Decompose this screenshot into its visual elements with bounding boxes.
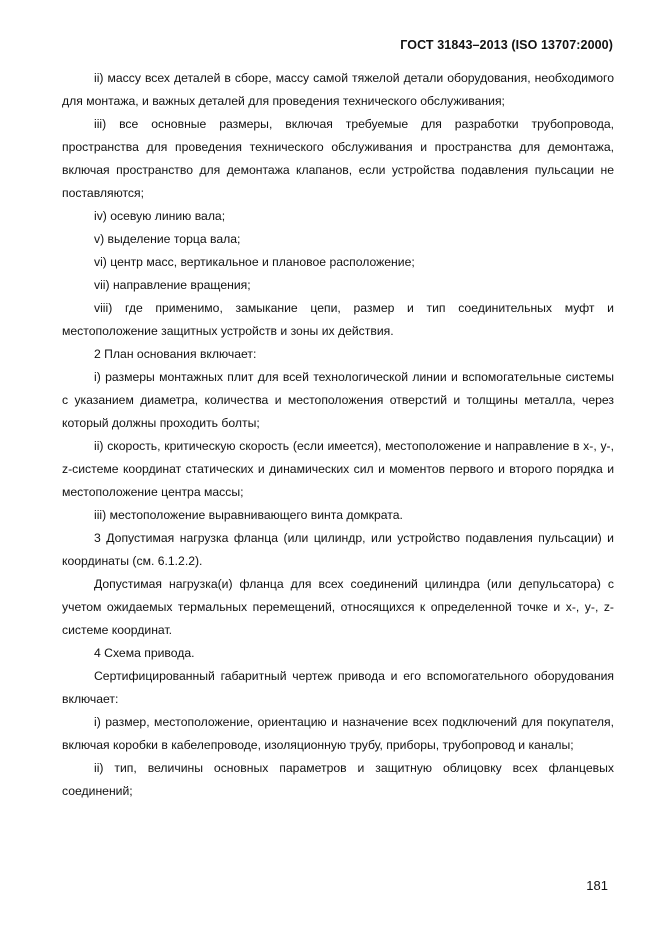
paragraph: 2 План основания включает: [94, 347, 257, 361]
page-number: 181 [586, 878, 608, 893]
paragraph: 3 Допустимая нагрузка фланца (или цилиндр, или устройство подавления пульсации) и координаты (см. 6.1.2.2). [62, 531, 614, 568]
paragraph: ii) скорость, критическую скорость (если имеется), местоположение и направление в x-, y-, z-системе координат статических и динамических сил и моментов первого и второго порядка и местоположение центра массы; [62, 439, 614, 499]
document-header: ГОСТ 31843–2013 (ISO 13707:2000) [400, 38, 613, 52]
paragraph: vi) центр масс, вертикальное и плановое расположение; [94, 255, 415, 269]
paragraph: Сертифицированный габаритный чертеж привода и его вспомогательного оборудования включает: [62, 669, 614, 706]
paragraph: 4 Схема привода. [94, 646, 195, 660]
paragraph: ii) тип, величины основных параметров и защитную облицовку всех фланцевых соединений; [62, 761, 614, 798]
paragraph: v) выделение торца вала; [94, 232, 241, 246]
document-body [62, 67, 614, 803]
paragraph: ii) массу всех деталей в сборе, массу самой тяжелой детали оборудования, необходимого для монтажа, и важных деталей для проведения технического обслуживания; [62, 71, 614, 108]
paragraph: i) размеры монтажных плит для всей технологической линии и вспомогательные системы с указанием диаметра, количества и местоположения отверстий и толщины металла, через который должны проходить болты; [62, 370, 614, 430]
paragraph: i) размер, местоположение, ориентацию и назначение всех подключений для покупателя, включая коробки в кабелепроводе, изоляционную трубу, приборы, трубопровод и каналы; [62, 715, 614, 752]
paragraph: iii) все основные размеры, включая требуемые для разработки трубопровода, пространства для проведения технического обслуживания и пространства для демонтажа, включая пространство для демонтажа клапанов, если устройства подавления пульсации не поставляются; [62, 117, 614, 200]
paragraph: Допустимая нагрузка(и) фланца для всех соединений цилиндра (или депульсатора) с учетом ожидаемых термальных перемещений, относящихся к определенной точке и x-, y-, z-системе координат. [62, 577, 614, 637]
paragraph: viii) где применимо, замыкание цепи, размер и тип соединительных муфт и местоположение защитных устройств и зоны их действия. [62, 301, 614, 338]
paragraph: iii) местоположение выравнивающего винта домкрата. [94, 508, 403, 522]
paragraph: vii) направление вращения; [94, 278, 251, 292]
paragraph: iv) осевую линию вала; [94, 209, 226, 223]
